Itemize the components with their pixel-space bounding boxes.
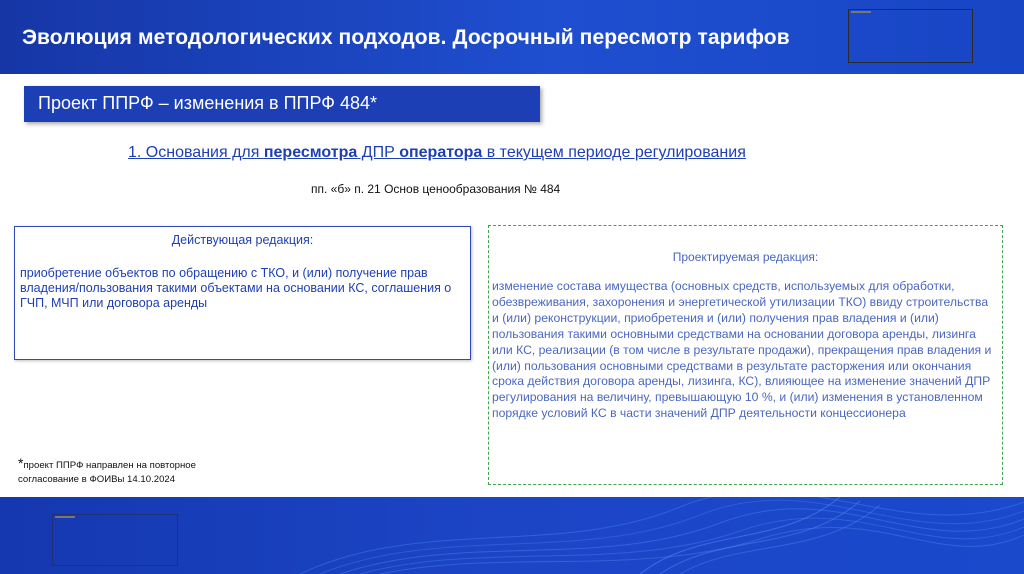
- footnote-star: *: [18, 455, 24, 471]
- section-heading: [128, 144, 746, 162]
- subtitle-banner: [24, 86, 540, 122]
- footnote-text: проект ППРФ направлен на повторное согласование в ФОИВы 14.10.2024: [18, 460, 196, 485]
- logo-placeholder: [848, 9, 973, 63]
- current-edition-box: [14, 226, 471, 360]
- proposed-edition-heading: Проектируемая редакция:: [672, 250, 819, 264]
- subtitle-text: Проект ППРФ – изменения в ППРФ 484*: [38, 93, 378, 113]
- section-heading-bold-revision: пересмотра: [263, 144, 358, 161]
- current-edition-heading: Действующая редакция:: [171, 233, 314, 247]
- section-heading-prefix: 1. Основания для: [128, 144, 264, 161]
- slide-title: Эволюция методологических подходов. Досрочный пересмотр тарифов: [22, 26, 790, 49]
- footer-decoration: [0, 497, 1024, 574]
- header-bar: [0, 0, 1024, 74]
- section-heading-suffix: в текущем периоде регулирования: [482, 144, 746, 161]
- footnote: [18, 456, 248, 487]
- section-heading-bold-operator: оператора: [399, 144, 483, 161]
- footer-placeholder: [52, 514, 178, 566]
- legal-reference: пп. «б» п. 21 Основ ценообразования № 484: [311, 182, 561, 196]
- current-edition-text: приобретение объектов по обращению с ТКО, и (или) получение прав владения/пользования такими объектами на основании КС, соглашения о ГЧП, МЧП или договора аренды: [20, 266, 452, 310]
- section-heading-middle: ДПР: [357, 144, 400, 161]
- proposed-edition-box: [488, 225, 1003, 485]
- proposed-edition-text: изменение состава имущества (основных средств, используемых для обработки, обезвреживания, захоронения и энергетической утилизации ТКО) ввиду строительства и (или) реконструкции, приобретения и (или) получения прав владения и (или) пользования такими основными средствами на основании договора аренды, лизинга или КС, реализации (в том числе в результате продажи), прекращения прав владения и (или) пользования основными средствами в результате расторжения или окончания срока действия договора аренды, лизинга, КС), влияющее на изменение значений ДПР регулирования на величину, превышающую 10 %, и (или) изменения в установленном порядке условий КС в части значений ДПР деятельности концессионера: [492, 279, 992, 421]
